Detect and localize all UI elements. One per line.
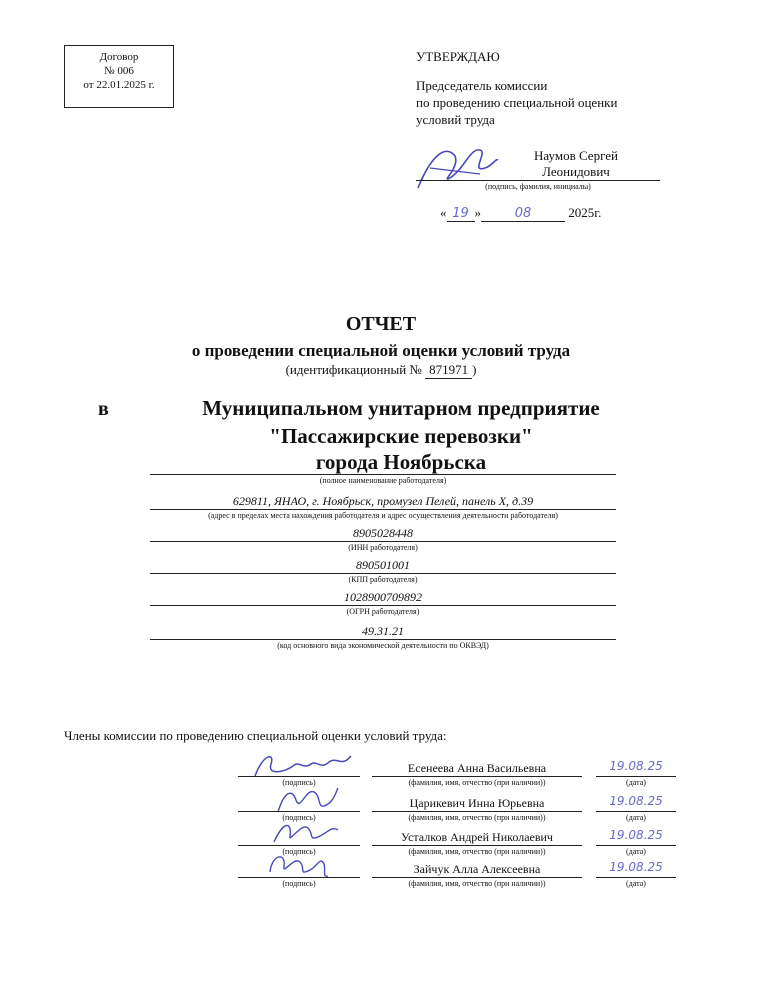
name-caption: (фамилия, имя, отчество (при наличии)) — [408, 879, 546, 888]
name-caption: (фамилия, имя, отчество (при наличии)) — [408, 813, 546, 822]
report-id-suffix: ) — [472, 362, 477, 377]
date-line — [596, 845, 676, 846]
inn-caption: (ИНН работодателя) — [348, 543, 418, 552]
member-date: 19.08.25 — [609, 759, 663, 773]
sign-caption: (подпись) — [282, 813, 316, 822]
okved-caption: (код основного вида экономической деятельности по ОКВЭД) — [277, 641, 489, 650]
name-caption: (фамилия, имя, отчество (при наличии)) — [408, 778, 546, 787]
contract-number: № 006 — [104, 65, 134, 77]
sign-caption: (подпись) — [282, 879, 316, 888]
chairman-name-line2: Леонидович — [542, 164, 610, 179]
address-caption: (адрес в пределах места нахождения работодателя и адрес осуществления деятельности работодателя) — [208, 511, 558, 520]
contract-date: от 22.01.2025 г. — [83, 79, 155, 91]
report-id-prefix: (идентификационный № — [285, 362, 422, 377]
employer-okved: 49.31.21 — [362, 624, 404, 638]
report-id-number: 871971 — [425, 362, 472, 379]
sign-caption: (подпись) — [282, 847, 316, 856]
name-line — [372, 845, 582, 846]
approval-position-1: Председатель комиссии — [416, 78, 548, 93]
kpp-caption: (КПП работодателя) — [348, 575, 418, 584]
report-title: ОТЧЕТ — [345, 313, 417, 335]
sign-line — [238, 776, 360, 777]
sign-line — [238, 811, 360, 812]
ogrn-caption: (ОГРН работодателя) — [346, 607, 420, 616]
employer-name-line3: города Ноябрьска — [315, 450, 487, 474]
name-line — [372, 811, 582, 812]
employer-prep: в — [98, 398, 109, 420]
employer-inn: 8905028448 — [353, 526, 413, 540]
employer-ogrn: 1028900709892 — [344, 590, 422, 604]
date-month: 08 — [481, 206, 565, 222]
sign-caption: (подпись) — [282, 778, 316, 787]
date-line — [596, 776, 676, 777]
date-day: 19 — [447, 206, 475, 222]
member-name: Царикевич Инна Юрьевна — [409, 796, 545, 810]
member-name: Есенеева Анна Васильевна — [407, 761, 547, 775]
date-line — [596, 811, 676, 812]
date-caption: (дата) — [626, 813, 646, 822]
chairman-name-line1: Наумов Сергей — [534, 148, 618, 163]
chairman-caption: (подпись, фамилия, инициалы) — [485, 182, 591, 191]
date-close: » — [474, 205, 481, 220]
employer-address: 629811, ЯНАО, г. Ноябрьск, промузел Пелей, панель Х, д.39 — [232, 494, 534, 508]
date-year: 2025г. — [568, 205, 602, 220]
date-line — [596, 877, 676, 878]
name-line — [372, 776, 582, 777]
date-open: « — [440, 205, 447, 220]
name-caption: (фамилия, имя, отчество (при наличии)) — [408, 847, 546, 856]
employer-name-line2: "Пассажирские перевозки" — [269, 424, 533, 448]
report-subtitle: о проведении специальной оценки условий труда — [191, 341, 571, 360]
member-date: 19.08.25 — [609, 794, 663, 808]
member-date: 19.08.25 — [609, 828, 663, 842]
employer-name-line1: Муниципальном унитарном предприятие — [202, 396, 600, 420]
member-name: Усталков Андрей Николаевич — [401, 830, 553, 844]
employer-kpp: 890501001 — [356, 558, 410, 572]
member-date: 19.08.25 — [609, 860, 663, 874]
commission-heading: Члены комиссии по проведению специальной оценки условий труда: — [64, 728, 447, 743]
member-name: Зайчук Алла Алексеевна — [413, 862, 541, 876]
approval-heading: УТВЕРЖДАЮ — [416, 49, 500, 64]
contract-label: Договор — [99, 51, 139, 63]
date-caption: (дата) — [626, 847, 646, 856]
sign-line — [238, 877, 360, 878]
approval-position-3: условий труда — [416, 112, 495, 127]
date-caption: (дата) — [626, 778, 646, 787]
employer-name-caption: (полное наименование работодателя) — [319, 476, 447, 485]
name-line — [372, 877, 582, 878]
approval-position-2: по проведению специальной оценки — [416, 95, 618, 110]
date-caption: (дата) — [626, 879, 646, 888]
